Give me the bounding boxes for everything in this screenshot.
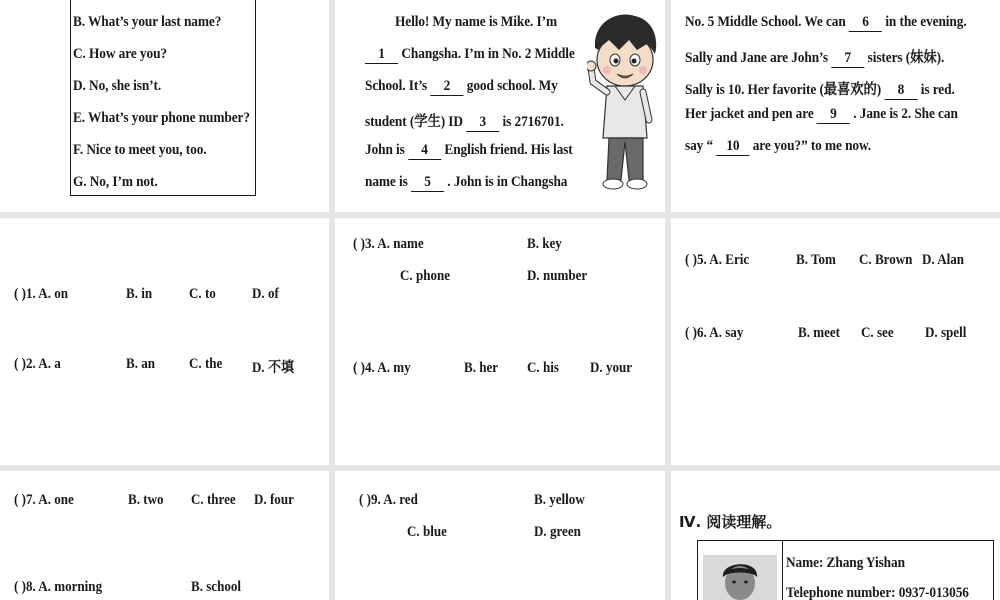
q2-option-b[interactable]: B. an [126, 356, 156, 372]
option-c: C. How are you? [73, 46, 167, 62]
question-4[interactable]: ( )4. A. my [353, 360, 411, 376]
portrait-icon [703, 555, 777, 600]
passage-line-7 [685, 14, 967, 32]
blank-7: 7 [831, 50, 864, 68]
q4-option-b[interactable]: B. her [464, 360, 499, 376]
line-text: School. It’s [365, 78, 428, 94]
option-e: E. What’s your phone number? [73, 110, 250, 126]
question-6[interactable]: ( )6. A. say [685, 325, 744, 341]
questions-panel-7-8 [0, 471, 329, 600]
question-7[interactable]: ( )7. A. one [14, 492, 74, 508]
questions-panel-3-4 [335, 218, 665, 465]
q4-option-c[interactable]: C. his [527, 360, 559, 376]
q9-option-b[interactable]: B. yellow [534, 492, 585, 508]
line-text: name is [365, 174, 408, 190]
option-b: B. What’s your last name? [73, 14, 222, 30]
blank-2: 2 [430, 78, 463, 96]
blank-3: 3 [466, 114, 499, 132]
question-9[interactable]: ( )9. A. red [359, 492, 418, 508]
person-photo [703, 555, 777, 600]
blank-1: 1 [365, 46, 398, 64]
blank-6: 6 [849, 14, 882, 32]
option-f: F. Nice to meet you, too. [73, 142, 207, 158]
q8-option-b[interactable]: B. school [191, 579, 242, 595]
q1-option-c[interactable]: C. to [189, 286, 216, 302]
line-text: is 2716701. [502, 114, 564, 130]
questions-panel-9 [335, 471, 665, 600]
passage-line-8 [685, 46, 944, 68]
option-d: D. No, she isn’t. [73, 78, 162, 94]
line-text: student (学生) ID [365, 114, 463, 130]
line-text: No. 5 Middle School. We can [685, 14, 846, 30]
q9-option-c[interactable]: C. blue [407, 524, 447, 540]
q9-option-d[interactable]: D. green [534, 524, 581, 540]
reading-section-title: Ⅳ. 阅读理解。 [679, 513, 782, 531]
passage-line-9 [685, 78, 955, 100]
q5-option-d[interactable]: D. Alan [922, 252, 965, 268]
line-text: . Jane is 2. She can [853, 106, 958, 122]
q7-option-c[interactable]: C. three [191, 492, 236, 508]
line-text: Her jacket and pen are [685, 106, 814, 122]
line-text: Hello! My name is Mike. I’m [395, 14, 558, 30]
q3-option-b[interactable]: B. key [527, 236, 562, 252]
questions-panel-1-2 [0, 218, 329, 465]
passage-line-1 [395, 14, 557, 31]
q2-option-d[interactable]: D. 不填 [252, 360, 295, 376]
blank-9: 9 [817, 106, 850, 124]
card-phone: Telephone number: 0937-013056 [786, 585, 969, 600]
card-divider [782, 541, 783, 600]
q6-option-c[interactable]: C. see [861, 325, 894, 341]
id-card [697, 540, 994, 600]
passage-line-10 [685, 106, 958, 124]
q6-option-b[interactable]: B. meet [798, 325, 841, 341]
line-text: sisters (妹妹). [867, 50, 945, 66]
question-2[interactable]: ( )2. A. a [14, 356, 61, 372]
q5-option-c[interactable]: C. Brown [859, 252, 913, 268]
passage-line-11 [685, 138, 871, 156]
line-text: John is [365, 142, 405, 158]
q4-option-d[interactable]: D. your [590, 360, 633, 376]
line-text: in the evening. [885, 14, 967, 30]
options-panel [0, 0, 329, 212]
questions-panel-5-6 [671, 218, 1000, 465]
question-1[interactable]: ( )1. A. on [14, 286, 69, 302]
cartoon-boy-icon [587, 8, 663, 198]
line-text: Sally is 10. Her favorite (最喜欢的) [685, 82, 882, 98]
line-text: is red. [920, 82, 955, 98]
passage-line-3 [365, 78, 558, 96]
q3-option-c[interactable]: C. phone [400, 268, 451, 284]
line-text: English friend. His last [444, 142, 573, 158]
passage-panel-right [671, 0, 1000, 212]
q3-option-d[interactable]: D. number [527, 268, 588, 284]
question-5[interactable]: ( )5. A. Eric [685, 252, 750, 268]
option-g: G. No, I’m not. [73, 174, 158, 190]
passage-line-2 [365, 46, 575, 64]
card-name: Name: Zhang Yishan [786, 555, 905, 571]
blank-5: 5 [411, 174, 444, 192]
passage-panel-left [335, 0, 665, 212]
q5-option-b[interactable]: B. Tom [796, 252, 836, 268]
line-text: Sally and Jane are John’s [685, 50, 828, 66]
line-text: Changsha. I’m in No. 2 Middle [401, 46, 575, 62]
q7-option-d[interactable]: D. four [254, 492, 294, 508]
blank-8: 8 [884, 82, 917, 100]
passage-line-6 [365, 174, 567, 192]
line-text: good school. My [466, 78, 558, 94]
q7-option-b[interactable]: B. two [128, 492, 164, 508]
q2-option-c[interactable]: C. the [189, 356, 223, 372]
question-8[interactable]: ( )8. A. morning [14, 579, 103, 595]
passage-line-5 [365, 142, 573, 160]
q1-option-b[interactable]: B. in [126, 286, 153, 302]
line-text: say “ [685, 138, 714, 154]
q6-option-d[interactable]: D. spell [925, 325, 967, 341]
blank-10: 10 [716, 138, 749, 156]
line-text: . John is in Changsha [447, 174, 568, 190]
passage-line-4 [365, 110, 564, 132]
line-text: are you?” to me now. [752, 138, 872, 154]
question-3[interactable]: ( )3. A. name [353, 236, 424, 252]
blank-4: 4 [408, 142, 441, 160]
q1-option-d[interactable]: D. of [252, 286, 279, 302]
